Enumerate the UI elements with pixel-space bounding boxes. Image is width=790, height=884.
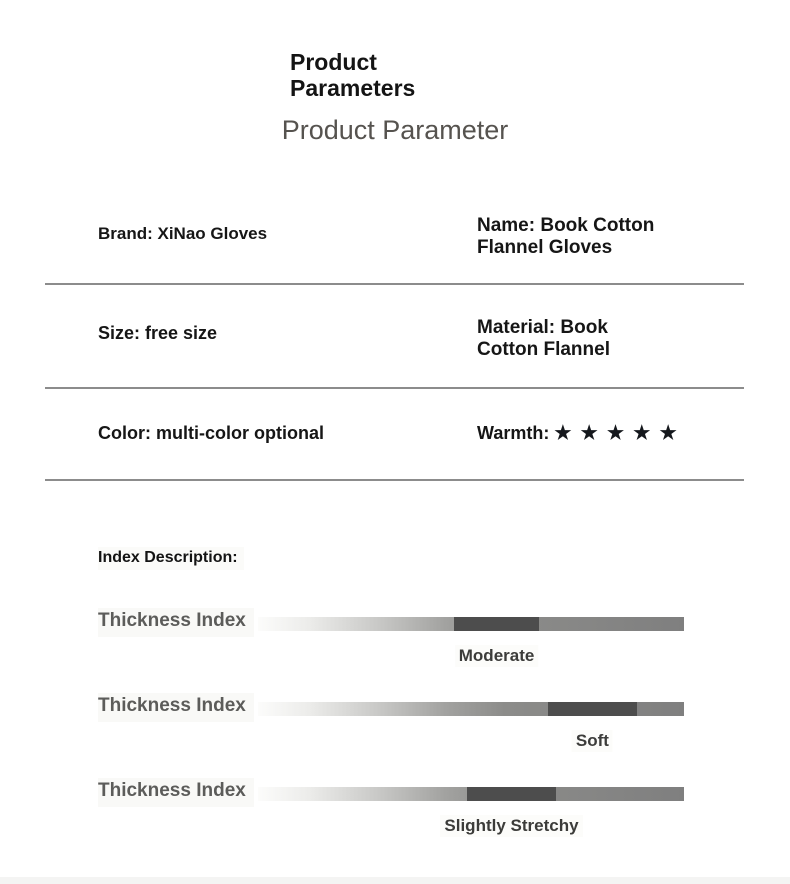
slider-handle <box>467 787 556 801</box>
page-title: Product Parameters <box>290 49 416 101</box>
warmth-stars-icon: ★ ★ ★ ★ ★ <box>554 423 679 444</box>
warmth-label: Warmth: <box>477 423 550 443</box>
spec-warmth <box>477 422 679 445</box>
slider-track <box>258 702 684 750</box>
slider-value: Soft <box>572 730 613 752</box>
slider-label: Thickness Index <box>98 608 254 637</box>
page-subtitle: Product Parameter <box>281 115 509 145</box>
slider-handle <box>548 702 637 716</box>
thickness-slider-slightly-stretchy <box>98 773 684 849</box>
spec-name: Name: Book Cotton Flannel Gloves <box>477 215 655 258</box>
spec-size: Size: free size <box>98 323 218 343</box>
divider <box>45 479 744 481</box>
spec-material: Material: Book Cotton Flannel <box>477 317 610 360</box>
bottom-section-divider <box>0 877 790 884</box>
slider-handle <box>454 617 539 631</box>
index-description-heading: Index Description: <box>98 547 244 570</box>
divider <box>45 387 744 389</box>
spec-brand: Brand: XiNao Gloves <box>98 224 268 243</box>
slider-value: Slightly Stretchy <box>440 815 582 837</box>
slider-label: Thickness Index <box>98 778 254 807</box>
spec-color: Color: multi-color optional <box>98 423 324 443</box>
slider-label: Thickness Index <box>98 693 254 722</box>
thickness-slider-soft <box>98 688 684 764</box>
thickness-slider-moderate <box>98 603 684 679</box>
slider-track <box>258 617 684 665</box>
divider <box>45 283 744 285</box>
slider-track <box>258 787 684 835</box>
slider-value: Moderate <box>455 645 539 667</box>
